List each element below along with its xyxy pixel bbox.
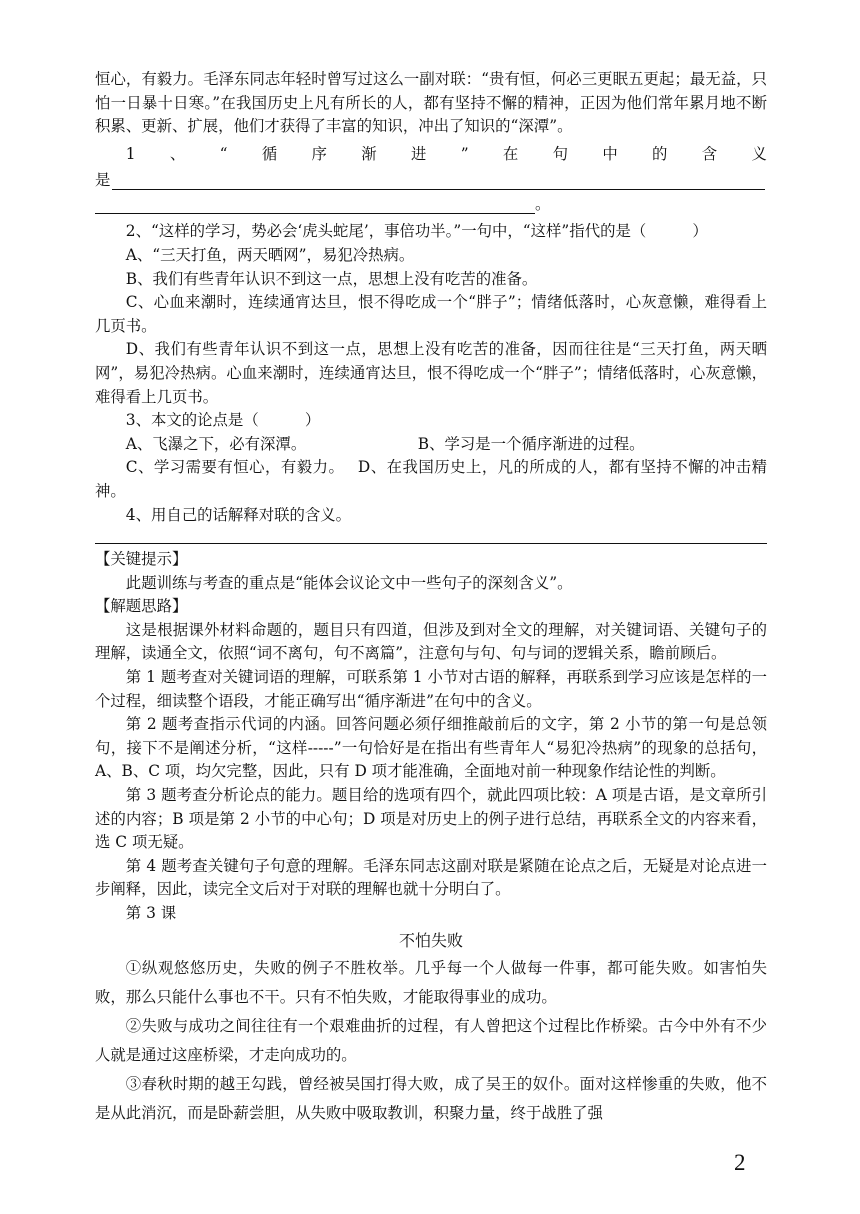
answer-blank[interactable] [95, 197, 535, 214]
q1-char: ” [460, 144, 469, 163]
q1-suffix: 。 [535, 195, 551, 214]
article-title: 不怕失败 [398, 930, 463, 950]
q1-char: 序 [311, 144, 327, 163]
article-paragraph: ②失败与成功之间往往有一个艰难曲折的过程，有人曾把这个过程比作桥梁。古今中外有不少人就是通过这座桥梁，才走向成功的。 [95, 1016, 767, 1064]
q1-prefix: 是 [95, 171, 111, 190]
lesson-label: 第 3 课 [125, 904, 177, 922]
question-3-stem: 3、本文的论点是（ ） [125, 411, 321, 430]
q1-char: 含 [701, 144, 718, 163]
question-1-answer-line[interactable] [95, 166, 767, 190]
q1-char: “ [219, 144, 228, 163]
question-1-stem [95, 143, 767, 167]
question-3-options-ab [95, 433, 767, 457]
q1-char: 中 [602, 144, 618, 163]
question-4-answer-line[interactable] [95, 529, 767, 544]
answer-blank[interactable] [112, 173, 765, 190]
q1-char: 进 [410, 144, 427, 163]
question-1-answer-line-2[interactable] [95, 190, 767, 214]
solution-paragraph: 第 4 题考查关键句子句意的理解。毛泽东同志这副对联是紧随在论点之后，无疑是对论点进一步阐释，因此，读完全文后对于对联的理解也就十分明白了。 [95, 856, 767, 899]
q1-char: 1 [125, 144, 136, 163]
q1-char: 句 [552, 144, 568, 163]
solution-paragraph: 第 1 题考查对关键词语的理解，可联系第 1 小节对古语的解释，再联系到学习应该是怎样的一个过程，细读整个语段，才能正确写出“循序渐进”在句中的含义。 [95, 668, 767, 710]
q1-char: 渐 [361, 144, 377, 163]
question-3-option-b: B、学习是一个循序渐进的过程。 [417, 434, 645, 453]
solution-paragraph: 第 3 题考查分析论点的能力。题目给的选项有四个，就此四项比较：A 项是古语，是文章所引述的内容；B 项是第 2 小节的中心句；D 项是对历史上的例子进行总结，再联系全文的内容来看，选 C 项无疑。 [95, 786, 767, 852]
question-2-option-a: A、“三天打鱼，两天晒网”，易犯冷热病。 [125, 245, 415, 264]
article-paragraph: ①纵观悠悠历史，失败的例子不胜枚举。几乎每一个人做每一件事，都可能失败。如害怕失败，那么只能什么事也不干。只有不怕失败，才能取得事业的成功。 [95, 958, 767, 1006]
solution-heading: 【解题思路】 [95, 597, 188, 616]
page-number: 2 [734, 1150, 746, 1175]
key-hint-text: 此题训练与考查的重点是“能体会议论文中一些句子的深刻含义”。 [125, 573, 573, 592]
solution-paragraph: 这是根据课外材料命题的，题目只有四道，但涉及到对全文的理解，对关键词语、关键句子的理解，读通全文，依照“词不离句，句不离篇”，注意句与句、句与词的逻辑关系，瞻前顾后。 [95, 620, 767, 663]
question-2-option-d: D、我们有些青年认识不到这一点，思想上没有吃苦的准备，因而往往是“三天打鱼，两天晒网”，易犯冷热病。心血来潮时，连续通宵达旦，恨不得吃成一个“胖子”；情绪低落时，心灰意懒，难得看上几页书。 [95, 340, 767, 406]
q1-char: 、 [169, 144, 186, 163]
question-4-stem: 4、用自己的话解释对联的含义。 [125, 505, 352, 524]
solution-paragraph: 第 2 题考查指示代词的内涵。回答问题必须仔细推敲前后的文字，第 2 小节的第一句是总领句，接下不是阐述分析，“这样-----”一句恰好是在指出有些青年人“易犯冷热病”的现象的总括句，A、B、C 项，均欠完整，因此，只有 D 项才能准确，全面地对前一种现象作结论性的判断。 [95, 715, 767, 781]
document-page [95, 0, 767, 1128]
question-3-option-a: A、飞瀑之下，必有深潭。 [125, 434, 307, 453]
intro-paragraph: 恒心，有毅力。毛泽东同志年轻时曾写过这么一副对联：“贵有恒，何必三更眠五更起；最无益，只怕一日暴十日寒。”在我国历史上凡有所长的人，都有坚持不懈的精神，正因为他们常年累月地不断积累、更新、扩展，他们才获得了丰富的知识，冲出了知识的“深潭”。 [95, 70, 767, 136]
question-2-option-c: C、心血来潮时，连续通宵达旦，恨不得吃成一个“胖子”；情绪低落时，心灰意懒，难得看上几页书。 [95, 293, 767, 335]
question-3-options-cd: C、学习需要有恒心，有毅力。 D、在我国历史上，凡的所成的人，都有坚持不懈的冲击精神。 [95, 458, 767, 500]
q1-char: 循 [261, 144, 278, 163]
key-hint-heading: 【关键提示】 [95, 550, 188, 569]
q1-char: 在 [502, 144, 519, 163]
q1-char: 的 [652, 144, 668, 163]
article-paragraph: ③春秋时期的越王勾践，曾经被吴国打得大败，成了吴王的奴仆。面对这样惨重的失败，他不是从此消沉，而是卧薪尝胆，从失败中吸取教训，积聚力量，终于战胜了强 [95, 1074, 767, 1122]
question-2-stem: 2、“这样的学习，势必会‘虎头蛇尾’，事倍功半。”一句中，“这样”指代的是（ ） [125, 222, 708, 241]
q1-char: 义 [751, 144, 767, 163]
question-2-option-b: B、我们有些青年认识不到这一点，思想上没有吃苦的准备。 [125, 269, 538, 288]
